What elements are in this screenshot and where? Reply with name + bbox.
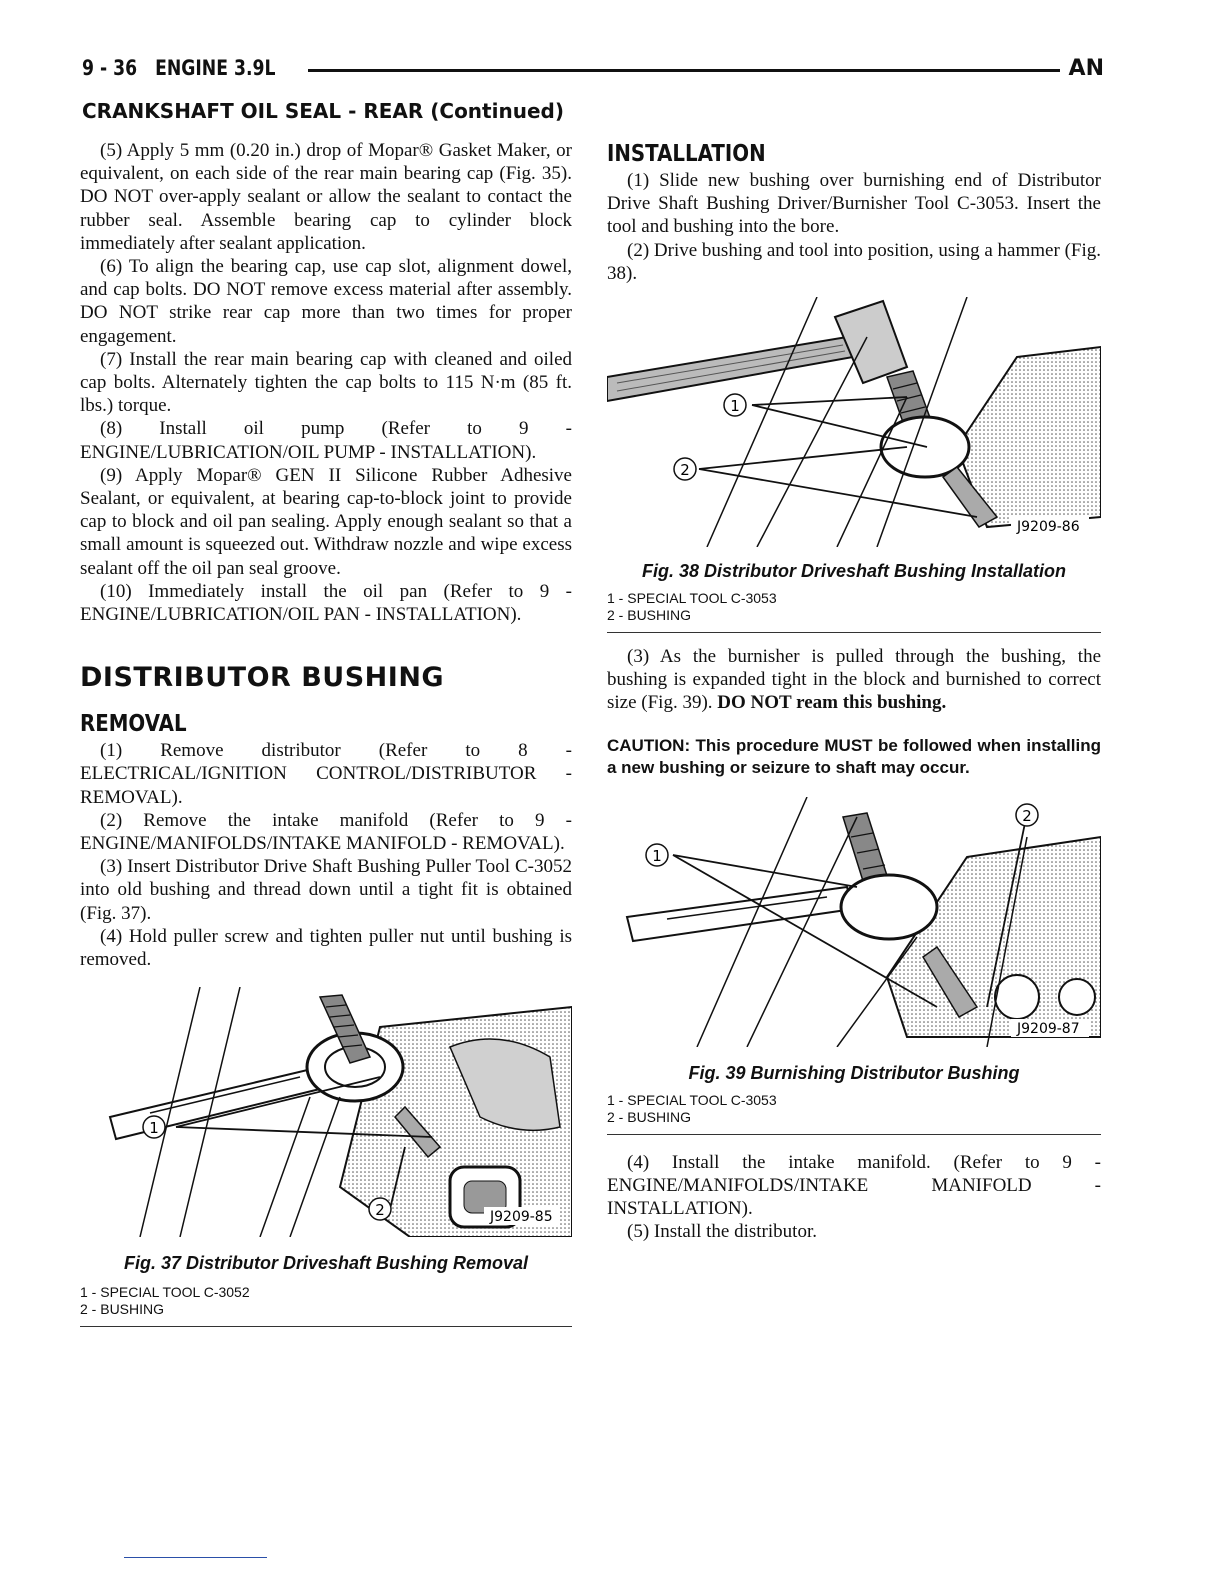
callout-1-label: 1	[730, 397, 740, 416]
legend-item: 2 - BUSHING	[607, 607, 692, 624]
page-header	[82, 56, 1104, 86]
step-text: (6) To align the bearing cap, use cap slot, alignment dowel, and cap bolts. DO NOT remove excess material after assembly. DO NOT strike rear cap more than two times for proper engagement.	[80, 256, 572, 347]
figure-divider	[607, 632, 1101, 633]
burnishing-illustration	[607, 797, 1101, 1047]
figure-code: J9209-87	[1017, 1020, 1080, 1037]
bushing-installation-illustration	[607, 297, 1101, 547]
subsection-title-removal: REMOVAL	[80, 711, 187, 738]
legend-item: 2 - BUSHING	[607, 1108, 692, 1125]
install-step: (5) Install the distributor.	[627, 1221, 817, 1243]
install-step: (4) Install the intake manifold. (Refer to 9 - ENGINE/MANIFOLDS/INTAKE MANIFOLD - INSTALLATION).	[607, 1151, 1101, 1220]
page-number-and-section: 9 - 36 ENGINE 3.9L	[82, 56, 276, 80]
caution-note: CAUTION: This procedure MUST be followed when installing a new bushing or seizure to shaft may occur.	[607, 735, 1101, 777]
removal-step: (1) Remove distributor (Refer to 8 - ELECTRICAL/IGNITION CONTROL/DISTRIBUTOR - REMOVAL).	[80, 740, 572, 808]
figure-code: J9209-85	[490, 1209, 553, 1226]
figure-divider	[607, 1134, 1101, 1135]
bushing-removal-illustration	[80, 987, 572, 1237]
figure-legend	[80, 1284, 572, 1318]
callout-2-label: 2	[1022, 806, 1032, 825]
step-text: (10) Immediately install the oil pan (Refer to 9 - ENGINE/LUBRICATION/OIL PAN - INSTALLATION).	[80, 580, 572, 626]
figure-caption: Fig. 39 Burnishing Distributor Bushing	[688, 1062, 1020, 1083]
continued-title: CRANKSHAFT OIL SEAL - REAR (Continued)	[82, 99, 564, 123]
right-column	[607, 139, 1101, 1243]
figure-divider	[80, 1326, 572, 1327]
figure-caption: Fig. 37 Distributor Driveshaft Bushing Removal	[123, 1253, 529, 1274]
figure-caption: Fig. 38 Distributor Driveshaft Bushing Installation	[641, 561, 1067, 582]
left-column	[80, 139, 572, 1327]
removal-step: (3) Insert Distributor Drive Shaft Bushing Puller Tool C-3052 into old bushing and thread down until a tight fit is obtained (Fig. 37).	[80, 856, 572, 924]
figure-code: J9209-86	[1017, 519, 1080, 536]
figure-39	[607, 797, 1101, 1135]
callout-1-label: 1	[652, 846, 662, 865]
install-step: (2) Drive bushing and tool into position, using a hammer (Fig. 38).	[607, 239, 1101, 284]
step-text: (9) Apply Mopar® GEN II Silicone Rubber Adhesive Sealant, or equivalent, at bearing cap-to-block joint to provide cap to block and oil pan sealing. Apply enough sealant so that a small amount is squeezed out. Withdraw nozzle and wipe excess sealant off the oil pan seal groove.	[80, 464, 572, 579]
bottom-rule	[124, 1557, 267, 1558]
callout-2-label: 2	[680, 461, 690, 480]
removal-step: (4) Hold puller screw and tighten puller nut until bushing is removed.	[80, 925, 572, 971]
figure-38	[607, 297, 1101, 633]
removal-step: (2) Remove the intake manifold (Refer to 9 - ENGINE/MANIFOLDS/INTAKE MANIFOLD - REMOVAL).	[80, 809, 572, 855]
step-text: (8) Install oil pump (Refer to 9 - ENGINE/LUBRICATION/OIL PUMP - INSTALLATION).	[80, 418, 572, 463]
figure-37	[80, 987, 572, 1327]
step-text: (5) Apply 5 mm (0.20 in.) drop of Mopar® Gasket Maker, or equivalent, on each side of the rear main bearing cap (Fig. 35). DO NOT over-apply sealant or allow the sealant to contact the rubber seal. Assemble bearing cap to cylinder block immediately after sealant application.	[80, 140, 572, 254]
warning-text: DO NOT ream this bushing.	[717, 692, 947, 714]
section-title-distributor-bushing: DISTRIBUTOR BUSHING	[80, 662, 445, 694]
legend-item: 2 - BUSHING	[80, 1301, 165, 1318]
figure-legend	[607, 590, 1101, 624]
callout-1-label: 1	[149, 1119, 159, 1138]
figure-legend	[607, 1092, 1101, 1126]
callout-2-label: 2	[375, 1201, 385, 1220]
legend-item: 1 - SPECIAL TOOL C-3052	[80, 1284, 250, 1301]
install-step: (1) Slide new bushing over burnishing end of Distributor Drive Shaft Bushing Driver/Burnisher Tool C-3053. Insert the tool and bushing into the bore.	[607, 170, 1101, 238]
header-rule	[308, 69, 1060, 72]
subsection-title-installation: INSTALLATION	[607, 141, 766, 167]
legend-item: 1 - SPECIAL TOOL C-3053	[607, 590, 777, 607]
model-code: AN	[1068, 56, 1104, 81]
step-text: (7) Install the rear main bearing cap with cleaned and oiled cap bolts. Alternately tighten the cap bolts to 115 N·m (85 ft. lbs.) torque.	[80, 348, 572, 417]
install-step: (3) As the burnisher is pulled through the bushing, the bushing is expanded tight in the block and burnished to correct size (Fig. 39). DO NOT ream this bushing.	[607, 646, 1101, 714]
legend-item: 1 - SPECIAL TOOL C-3053	[607, 1091, 777, 1108]
